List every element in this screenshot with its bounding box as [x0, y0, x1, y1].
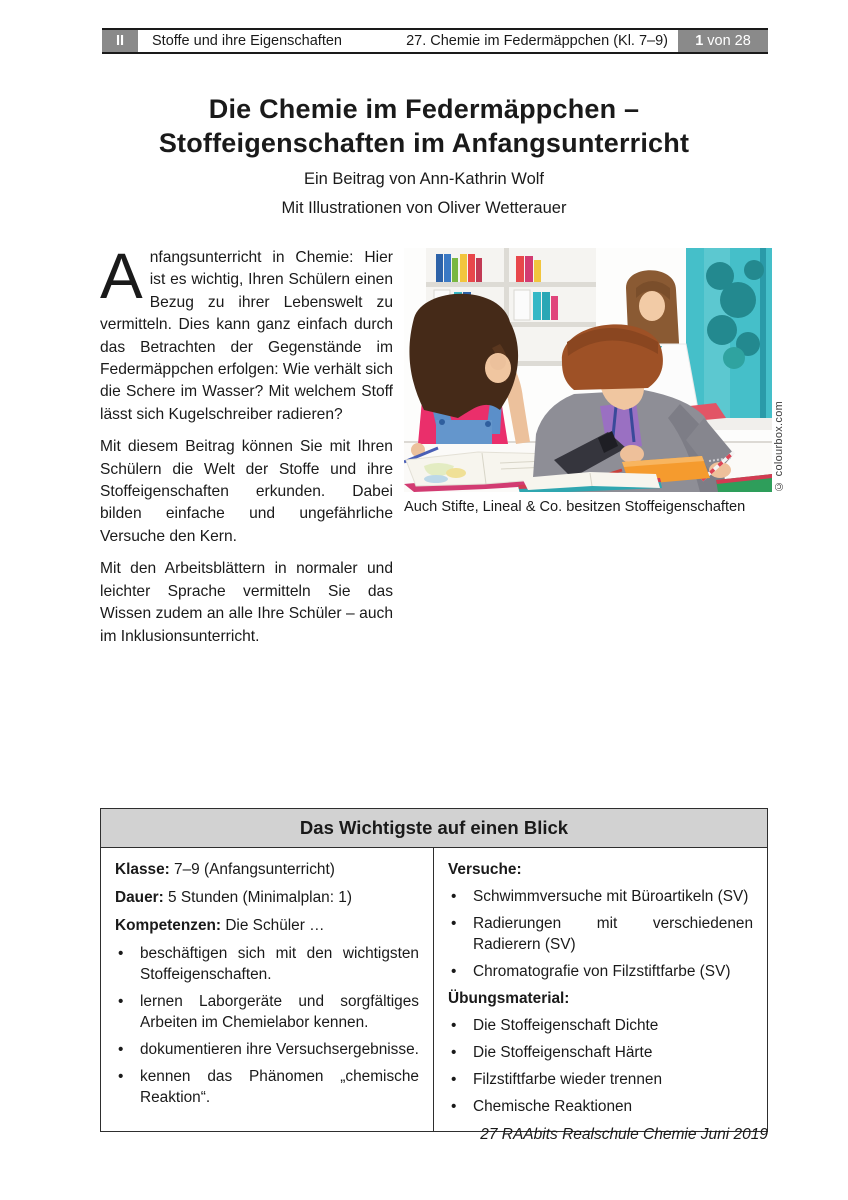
overview-box: [100, 808, 768, 1132]
page-title-line1: Die Chemie im Federmäppchen –: [208, 94, 640, 124]
kompetenzen-row: [115, 915, 419, 936]
versuche-label: Versuche:: [448, 861, 522, 878]
list-item: • Filzstiftfarbe wieder trennen: [448, 1069, 753, 1090]
klasse-row: [115, 859, 419, 880]
list-item: • dokumentieren ihre Versuchsergebnisse.: [115, 1039, 419, 1060]
kompetenzen-label: Kompetenzen:: [115, 917, 222, 934]
page-title: [0, 92, 848, 160]
photo-credit: © colourbox.com: [773, 400, 785, 492]
list-item: • Die Stoffeigenschaft Härte: [448, 1042, 753, 1063]
unit-title: 27. Chemie im Federmäppchen (Kl. 7–9): [406, 33, 668, 49]
uebungsmaterial-label: Übungsmaterial:: [448, 990, 570, 1007]
dauer-row: [115, 887, 419, 908]
kompetenzen-list: [115, 943, 419, 1108]
klasse-value: 7–9 (Anfangsunterricht): [174, 861, 335, 878]
classroom-photo-art: [404, 248, 772, 492]
list-item: • Radierungen mit verschiedenen Radierern (SV): [448, 913, 753, 955]
classroom-photo: [404, 248, 772, 492]
overview-right-column: [434, 848, 767, 1131]
list-item: • kennen das Phänomen „chemische Reaktion“.: [115, 1066, 419, 1108]
section-title: Stoffe und ihre Eigenschaften: [152, 33, 342, 49]
list-item: • Chromatografie von Filzstiftfarbe (SV): [448, 961, 753, 982]
photo-caption: Auch Stifte, Lineal & Co. besitzen Stoffeigenschaften: [404, 499, 746, 515]
overview-box-title: Das Wichtigste auf einen Blick: [101, 809, 767, 848]
list-item: • lernen Laborgeräte und sorgfältiges Arbeiten im Chemielabor kennen.: [115, 991, 419, 1033]
dauer-label: Dauer:: [115, 889, 164, 906]
section-marker-badge: II: [102, 30, 138, 52]
klasse-label: Klasse:: [115, 861, 170, 878]
list-item: • Die Stoffeigenschaft Dichte: [448, 1015, 753, 1036]
intro-paragraph-1-text: nfangsunterricht in Chemie: Hier ist es wichtig, Ihren Schülern einen Bezug zu ihrer Lebenswelt zu vermitteln. Dies kann ganz einfach durch das Betrachten der Gegenstände im Federmäppchen erfolgen: Wie verhält sich die Schere im Wasser? Mit welchem Stoff lässt sich Kugelschreiber radieren?: [100, 249, 393, 423]
intro-paragraph-3: Mit den Arbeitsblättern in normaler und leichter Sprache vermitteln Sie das Wissen zudem an alle Ihre Schüler – auch im Inklusionsunterricht.: [100, 560, 393, 645]
dauer-value: 5 Stunden (Minimalplan: 1): [168, 889, 352, 906]
page-indicator-badge: [678, 30, 768, 52]
kompetenzen-value: Die Schüler …: [225, 917, 325, 934]
author-byline: Ein Beitrag von Ann-Kathrin Wolf: [304, 170, 544, 188]
list-item: • beschäftigen sich mit den wichtigsten Stoffeigenschaften.: [115, 943, 419, 985]
page-current: 1: [695, 33, 704, 49]
overview-left-column: [101, 848, 434, 1131]
intro-paragraph-2: Mit diesem Beitrag können Sie mit Ihren Schülern die Welt der Stoffe und ihre Stoffeigenschaften erkunden. Dabei bilden einfache und ungefährliche Versuche den Kern.: [100, 438, 393, 545]
versuche-list: [448, 886, 753, 982]
imprint-footer: 27 RAAbits Realschule Chemie Juni 2019: [480, 1126, 768, 1143]
uebungsmaterial-list: [448, 1015, 753, 1117]
illustrator-byline: Mit Illustrationen von Oliver Wetterauer: [281, 199, 567, 217]
page-total: von 28: [707, 33, 751, 49]
page-title-line2: Stoffeigenschaften im Anfangsunterricht: [158, 128, 690, 158]
list-item: • Schwimmversuche mit Büroartikeln (SV): [448, 886, 753, 907]
list-item: • Chemische Reaktionen: [448, 1096, 753, 1117]
drop-cap: A: [100, 240, 143, 312]
page-header: [102, 28, 768, 54]
intro-paragraph-1: [100, 240, 393, 426]
intro-text: [100, 240, 393, 658]
